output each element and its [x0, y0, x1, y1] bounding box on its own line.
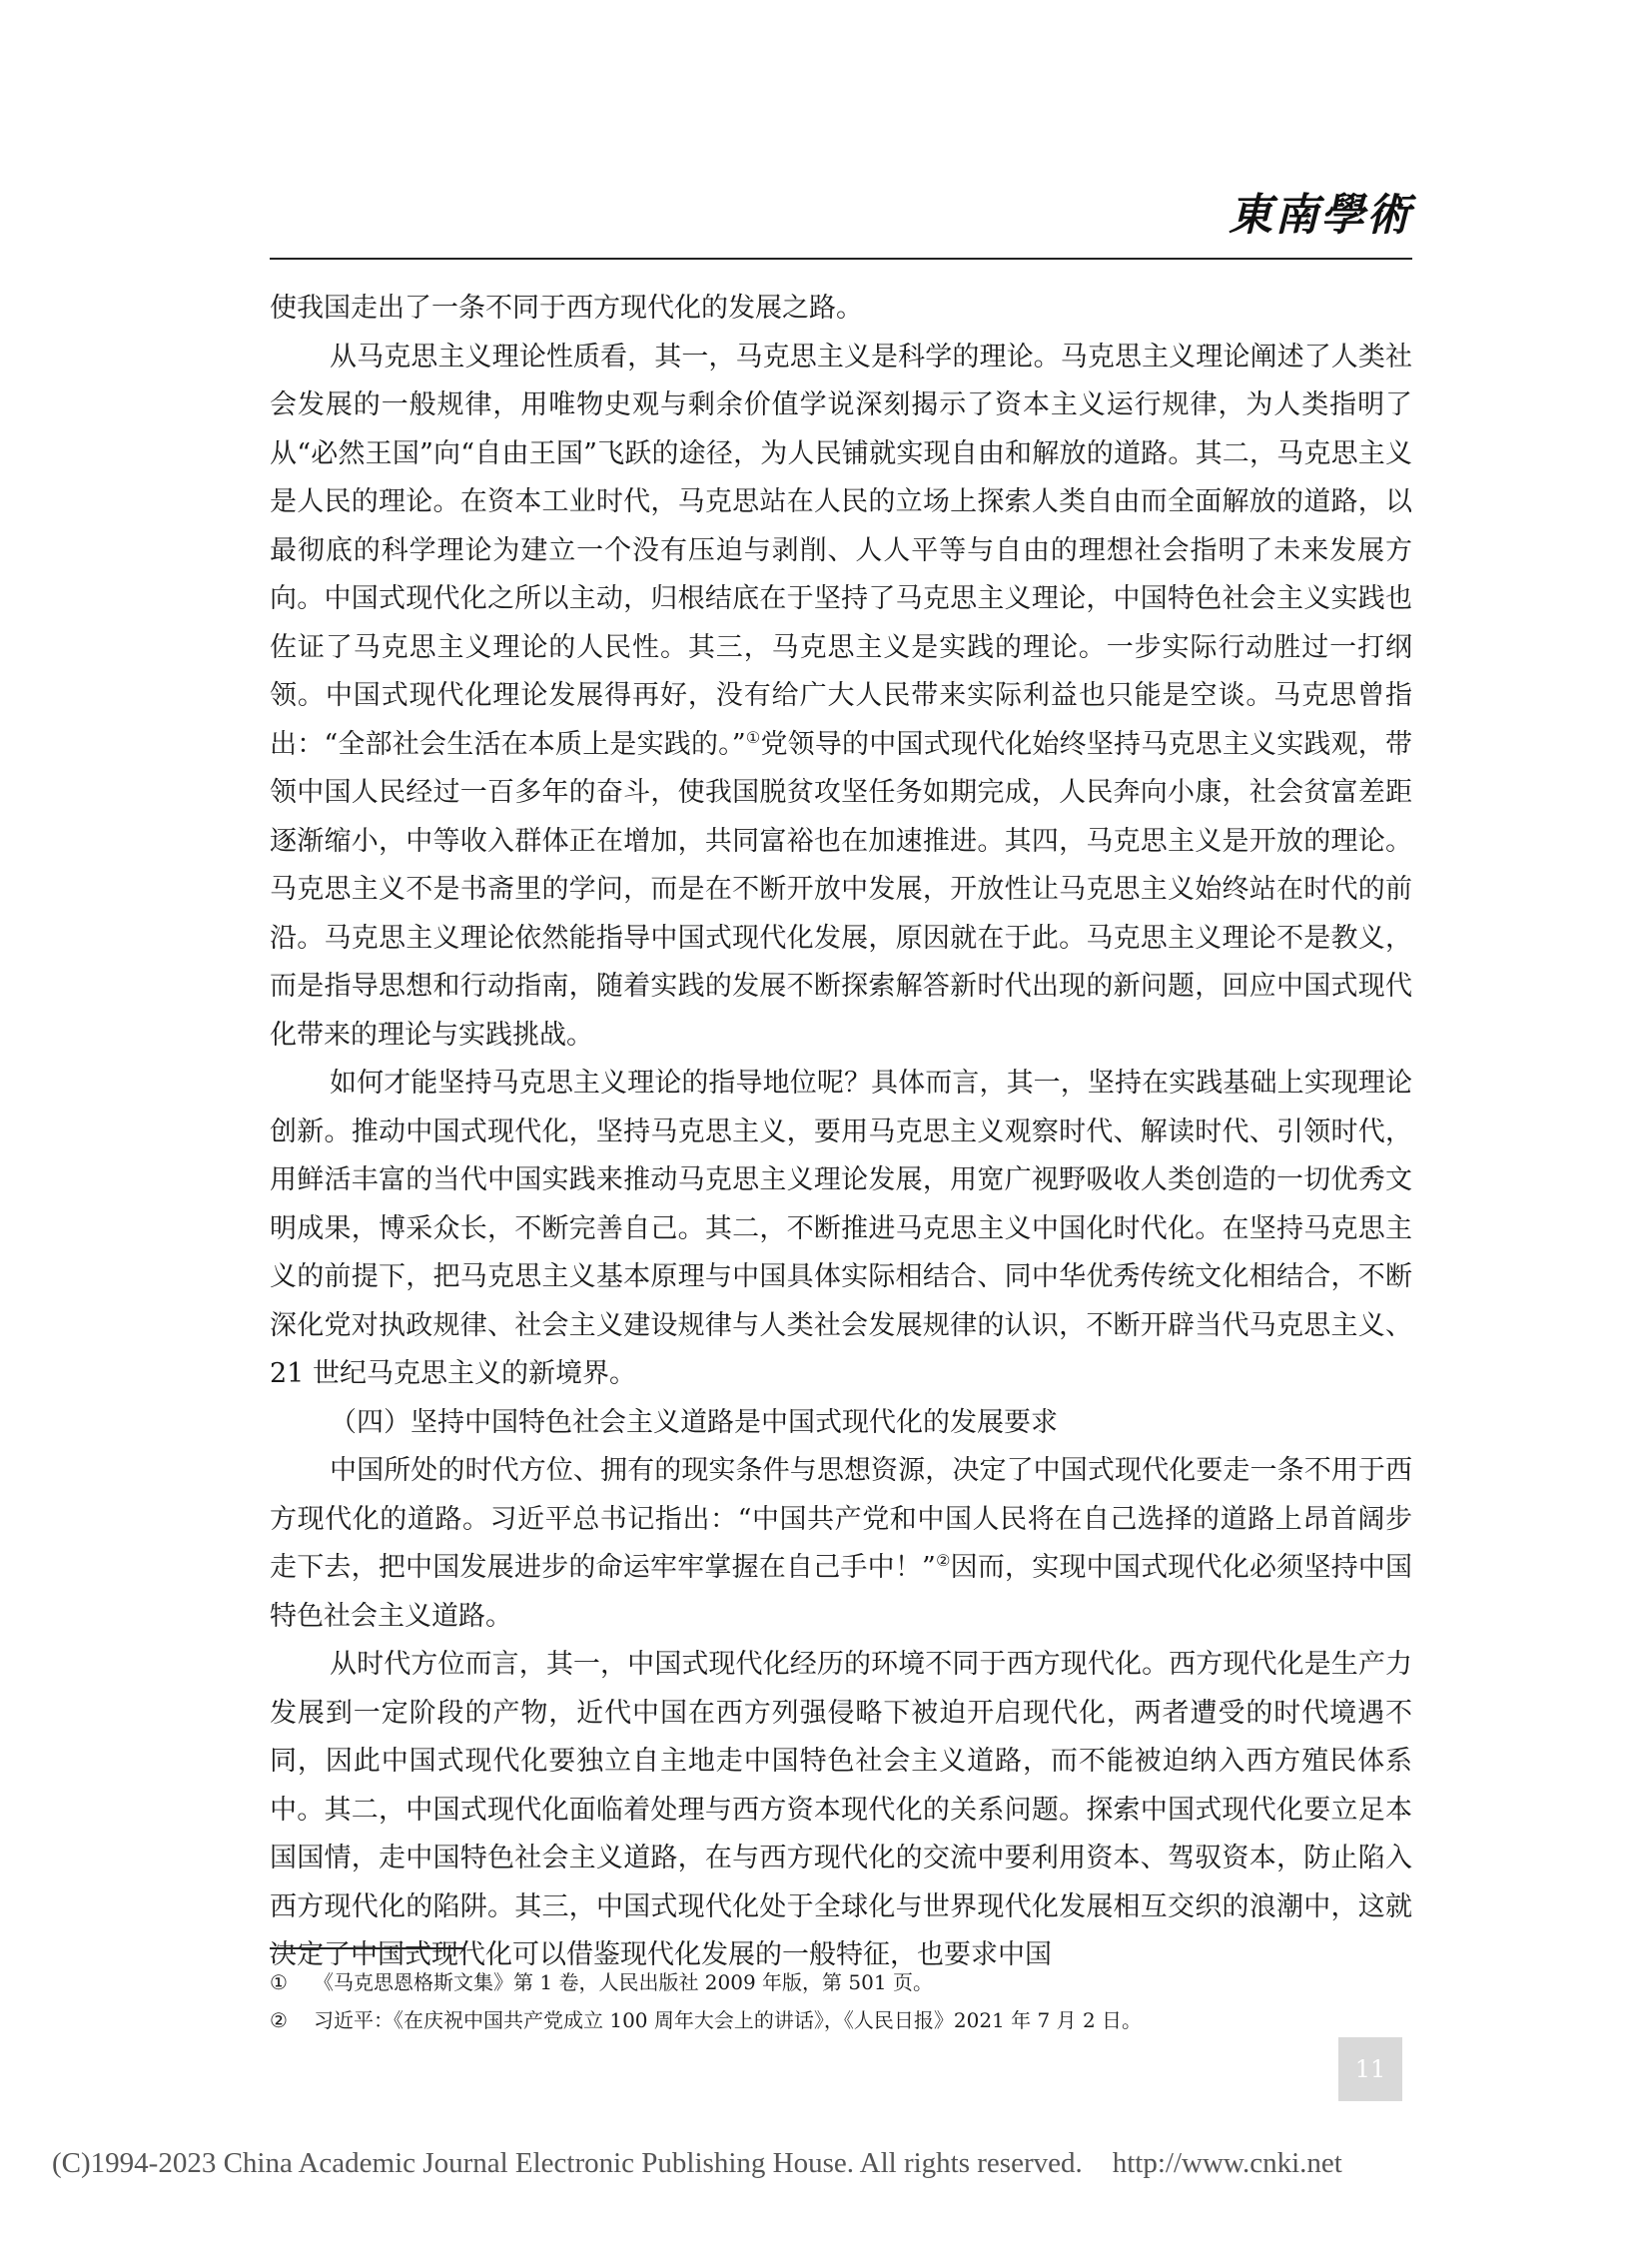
paragraph-2-part-a: 从马克思主义理论性质看，其一，马克思主义是科学的理论。马克思主义理论阐述了人类社会发展的一般规律，用唯物史观与剩余价值学说深刻揭示了资本主义运行规律，为人类指明了从“必然王国”向“自由王国”飞跃的途径，为人民铺就实现自由和解放的道路。其二，马克思主义是人民的理论。在资本工业时代，马克思站在人民的立场上探索人类自由而全面解放的道路，以最彻底的科学理论为建立一个没有压迫与剥削、人人平等与自由的理想社会指明了未来发展方向。中国式现代化之所以主动，归根结底在于坚持了马克思主义理论，中国特色社会主义实践也佐证了马克思主义理论的人民性。其三，马克思主义是实践的理论。一步实际行动胜过一打纲领。中国式现代化理论发展得再好，没有给广大人民带来实际利益也只能是空谈。马克思曾指出：“全部社会生活在本质上是实践的。”: [270, 341, 1412, 760]
footnote-2-mark: ②: [270, 2008, 288, 2032]
page-number: 11: [1338, 2037, 1402, 2101]
paragraph-6: 从时代方位而言，其一，中国式现代化经历的环境不同于西方现代化。西方现代化是生产力发展到一定阶段的产物，近代中国在西方列强侵略下被迫开启现代化，两者遭受的时代境遇不同，因此中国式现代化要独立自主地走中国特色社会主义道路，而不能被迫纳入西方殖民体系中。其二，中国式现代化面临着处理与西方资本现代化的关系问题。探索中国式现代化要立足本国国情，走中国特色社会主义道路，在与西方现代化的交流中要利用资本、驾驭资本，防止陷入西方现代化的陷阱。其三，中国式现代化处于全球化与世界现代化发展相互交织的浪潮中，这就决定了中国式现代化可以借鉴现代化发展的一般特征，也要求中国: [270, 1649, 1412, 1970]
paragraph-5-part-a: 中国所处的时代方位、拥有的现实条件与思想资源，决定了中国式现代化要走一条不用于西方现代化的道路。习近平总书记指出：“中国共产党和中国人民将在自己选择的道路上昂首阔步走下去，把中国发展进步的命运牢牢掌握在自己手中！”: [270, 1455, 1412, 1583]
paragraph-3: 如何才能坚持马克思主义理论的指导地位呢？具体而言，其一，坚持在实践基础上实现理论创新。推动中国式现代化，坚持马克思主义，要用马克思主义观察时代、解读时代、引领时代，用鲜活丰富的当代中国实践来推动马克思主义理论发展，用宽广视野吸收人类创造的一切优秀文明成果，博采众长，不断完善自己。其二，不断推进马克思主义中国化时代化。在坚持马克思主义的前提下，把马克思主义基本原理与中国具体实际相结合、同中华优秀传统文化相结合，不断深化党对执政规律、社会主义建设规律与人类社会发展规律的认识，不断开辟当代马克思主义、21 世纪马克思主义的新境界。: [270, 1068, 1412, 1389]
footnotes: [270, 1963, 1412, 2039]
footnote-ref-2[interactable]: ②: [935, 1551, 951, 1570]
article-body: [270, 285, 1412, 1980]
copyright-notice: [52, 2143, 1610, 2183]
section-heading-4: （四）坚持中国特色社会主义道路是中国式现代化的发展要求: [330, 1406, 1058, 1438]
paragraph-2: [270, 334, 1412, 1061]
footnote-1-text: 《马克思恩格斯文集》第 1 卷，人民出版社 2009 年版，第 501 页。: [314, 1970, 933, 1994]
header-divider: [270, 258, 1412, 260]
paragraph-5-part-b: 因而，实现中国式现代化必须坚持中国特色社会主义道路。: [270, 1552, 1412, 1632]
journal-logo: 東南學術: [1229, 190, 1412, 241]
footnote-1: [270, 1963, 1412, 2001]
footnote-2-text: 习近平：《在庆祝中国共产党成立 100 周年大会上的讲话》，《人民日报》2021 年 7 月 2 日。: [314, 2008, 1143, 2032]
footnote-2: [270, 2001, 1412, 2039]
footnote-ref-1[interactable]: ①: [745, 727, 761, 747]
paragraph-5: [270, 1447, 1412, 1641]
footnote-1-mark: ①: [270, 1970, 288, 1994]
copyright-text: (C)1994-2023 China Academic Journal Electronic Publishing House. All rights reserved.: [52, 2147, 1083, 2179]
footnote-divider: [270, 1947, 464, 1949]
paragraph-1: 使我国走出了一条不同于西方现代化的发展之路。: [270, 293, 863, 324]
paragraph-2-part-b: 党领导的中国式现代化始终坚持马克思主义实践观，带领中国人民经过一百多年的奋斗，使我国脱贫攻坚任务如期完成，人民奔向小康，社会贫富差距逐渐缩小，中等收入群体正在增加，共同富裕也在加速推进。其四，马克思主义是开放的理论。马克思主义不是书斋里的学问，而是在不断开放中发展，开放性让马克思主义始终站在时代的前沿。马克思主义理论依然能指导中国式现代化发展，原因就在于此。马克思主义理论不是教义，而是指导思想和行动指南，随着实践的发展不断探索解答新时代出现的新问题，回应中国式现代化带来的理论与实践挑战。: [270, 728, 1413, 1051]
cnki-link[interactable]: http://www.cnki.net: [1112, 2147, 1342, 2179]
